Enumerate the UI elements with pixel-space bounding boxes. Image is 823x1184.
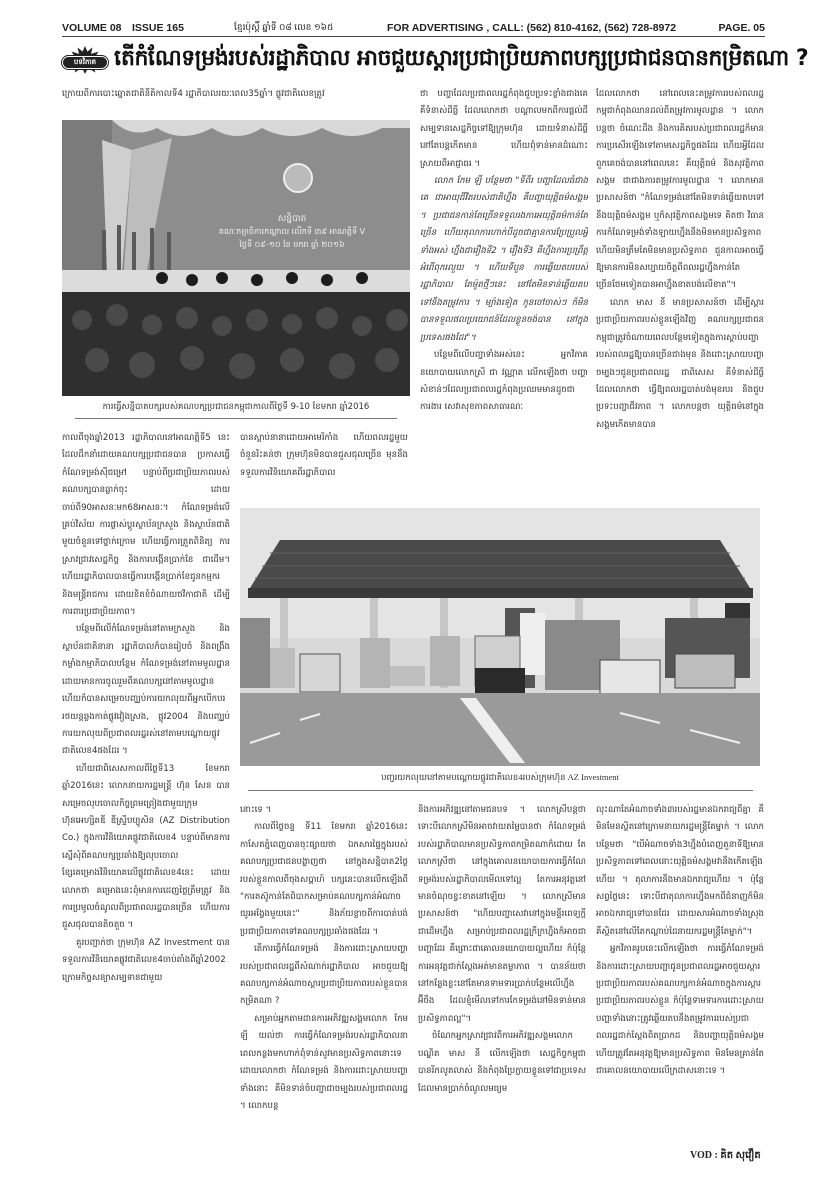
svg-text:គណៈកម្មាធិការកណ្តាល លើកទី ៣៩ អ: គណៈកម្មាធិការកណ្តាល លើកទី ៣៩ អាណត្តិទី V	[218, 227, 366, 236]
caption-divider	[75, 418, 397, 419]
article-column-2-bottom: នោះទេ ។ កាលពីថ្ងៃចន្ទ ទី11 ខែមករា ឆ្នាំ2016នេះ កាសែតភ្នំពេញបានចុះផ្សាយថា ឯកសារផ្ទៃក្នុងរបស់គណបក្សប្រជាជនបង្ហាញថា នៅក្នុងសន្និបាត2ថ្ងៃរបស់ខ្លួនកាលពីចុងសប្តាហ៍ បក្សនេះបានលើកឡើងពី "ការតស៊ូកាន់តែពិបាកសម្រាប់គណបក្សកាន់អំណាចយូរអង្វែងមួយនេះ" និងភ័យខ្លាចពីការបាត់បង់ប្រជាប្រិយភាពទៅគណបក្សប្រឆាំងផងដែរ ។ តើការធ្វើកំណែទម្រង់ និងការដោះស្រាយបញ្ហារបស់ប្រជាពលរដ្ឋពីសំណាក់រដ្ឋាភិបាល អាចជួយឱ្យគណបក្សកាន់អំណាចស្តារប្រជាប្រិយភាពរបស់ខ្លួនបានកម្រិតណា ? សម្រាប់អ្នកតាមដានការអភិវឌ្ឍសង្គមលោក កែម ឡី យល់ថា ការធ្វើកំណែទម្រង់របស់រដ្ឋាភិបាលនាពេលកន្លងមកហាក់ពុំទាន់សូវមានប្រសិទ្ធភាពនោះទេដោយលោកថា កំណែទម្រង់ និងការដោះស្រាយបញ្ហាទាំងនោះ គឺមិនទាន់ចំបញ្ហាជាចម្បងរបស់ប្រជាពលរដ្ឋ ។ លោកបន្ត	[240, 805, 408, 1111]
article-column-4-bottom: លុះណាតែអំណាចទាំង៣របស់រដ្ឋមានឯករាជ្យពីគ្នា គឺមិនមែនស្ថិតនៅក្រោមនាយករដ្ឋមន្ត្រីតែម្នាក់ ។ លោកបន្ថែមថា "បើអំណាចទាំង3ហ្នឹងបំពេញតួនាទីឱ្យមានប្រសិទ្ធភាពទៅពេលនោះយុត្តិធម៌សង្គមវានឹងកើតឡើងហើយ ។ តុលាការនឹងមានឯករាជ្យហើយ ។ ប៉ុន្តែសព្វថ្ងៃនេះ ទោះបីជាតុលាការហ្នឹងមកពីជំនាញក៏មិនអាចឯករាជ្យទៅបានដែរ ដោយសារអំណាចទាំងស្រុង គឺស្ថិតនៅលើតែកណ្តាប់ដៃនាយករដ្ឋមន្ត្រីតែម្នាក់"។ អ្នកវិភាគរូបនេះលើកឡើងថា ការធ្វើកំណែទម្រង់ និងការដោះស្រាយបញ្ហាជូនប្រជាពលរដ្ឋអាចជួយស្តារប្រជាប្រិយភាពរបស់គណបក្សកាន់អំណាចក្នុងការស្តារប្រជាប្រិយភាពរបស់ខ្លួន ក៏ប៉ុន្តែទាមទារការដោះស្រាយបញ្ហាទាំងនោះត្រូវឆ្លើយតបនឹងតម្រូវការរបស់ប្រជាពលរដ្ឋជាក់ស្តែងពិតប្រាកដ និងបញ្ហាយុត្តិធម៌សង្គម ហើយត្រូវតែអនុវត្តឱ្យមានប្រសិទ្ធភាព មិនមែនគ្រាន់តែជាគោលនយោបាយលើក្រដាសនោះទេ ។	[596, 805, 764, 1077]
party-congress-photo	[62, 120, 410, 396]
article-column-1: កាលពីចុងឆ្នាំ2013 រដ្ឋាភិបាលនៅអាណត្តិទី5 នេះ ដែលដឹកនាំដោយគណបក្សប្រជាជនបាន ប្រកាសធ្វើកំណែទម្រង់ស៊ីជម្រៅ បន្ទាប់ពីប្រជាប្រិយភាពរបស់គណបក្សបានធ្លាក់ចុះ ដោយចាប់ពី90អាសនៈមក68អាសនៈ។ កំណែទម្រង់លើគ្រប់វិស័យ ការផ្លាស់ប្តូរស្ថាប័នក្រសួង និងស្ថាប័នជាតិមួយចំនួនទៅថ្នាក់ក្រោម ហើយធ្វើការត្រួតពិនិត្យ ការស្រាវជ្រាវសេដ្ឋកិច្ច និងការបង្កើនប្រាក់ខែ ជាដើម។ ហើយរដ្ឋាភិបាលបានធ្វើការបង្កើនប្រាក់ខែជូនកម្មករ និងមន្ត្រីរាជការ ដោយខិតខំចំណាយថវិកាជាតិ ដើម្បីការពារប្រជាប្រិយភាព។ បន្ថែមពីលើកំណែទម្រង់នៅតាមក្រសួង និងស្ថាប័នជាតិនានា រដ្ឋាភិបាលក៏បានរៀបចំ និងពង្រឹងកម្លាំងកម្មាភិបាលបន្ថែម កំណែទម្រង់នៅតាមមូលដ្ឋាន ដោយមានការចូលរួមពីគណបក្សនៅតាមមូលដ្ឋាន ហើយក៏បានសម្រេចបញ្ឈប់ការយកលុយពីអ្នកបើកបររថយន្តឆ្លងកាត់ផ្លូវវៀងស្រង, ផ្លូវ2004 និងបញ្ឈប់ការយកលុយពីប្រជាពលរដ្ឋរស់នៅតាមបណ្តោយផ្លូវជាតិលេខ4ផងដែរ ។ ហើយជាពិសេសកាលពីថ្ងៃទី13 ខែមករា ឆ្នាំ2016នេះ លោកនាយករដ្ឋមន្ត្រី ហ៊ុន សែន បានសម្រេចលុបចោលកិច្ចព្រមព្រៀងជាមួយក្រុមហ៊ុនអេហ្សិតឌី ឌីស្ទ្រីបប្យូសិន (AZ Distribution Co.) ក្នុងការវិនិយោគផ្លូវជាតិលេខ4 បន្ទាប់ពីមានការស្នើសុំពីគណបក្សប្រឆាំងឱ្យលុបចោលខ្សែរគម្រោងវិនិយោគលើផ្លូវជាតិលេខ4នេះ ដោយលោកថា គម្រោងនេះពុំមានការដេញថ្លៃត្រឹមត្រូវ និងការប្រមូលចំណូលពីប្រជាពលរដ្ឋបានច្រើន ហើយការជួសជុលបានតិចតួច ។ គួរបញ្ជាក់ថា ក្រុមហ៊ុន AZ Investment បានទទួលការវិនិយោគផ្លូវជាតិលេខ4ចាប់តាំងពីឆ្នាំ2002 ក្រោមកិច្ចសន្យាសម្បទានជាមួយ	[62, 433, 230, 983]
analysis-badge-icon: បទវិភាគ	[62, 46, 108, 74]
article-lead: ក្រោយពីការបោះឆ្នោតជាតិនីតិកាលទី4 រដ្ឋាភិបាលរយៈពេល35ឆ្នាំ។ ផ្លូវជាតិលេខត្រូវ	[62, 89, 325, 99]
caption-divider-2	[248, 790, 753, 791]
svg-text:ថ្ងៃទី ០៩-១០ ខែ មករា ឆ្នាំ ២០១: ថ្ងៃទី ០៩-១០ ខែ មករា ឆ្នាំ ២០១៦	[239, 240, 345, 249]
issue-label: ISSUE 165	[132, 22, 184, 34]
headline	[62, 42, 809, 78]
author-byline: VOD : គិត សុវឿត	[690, 1150, 761, 1161]
toll-booth-photo	[240, 508, 760, 766]
meeting-photo-caption: ការធ្វើសន្និបាតបក្សរបស់គណបក្សប្រជាជនកម្ពុជាកាលពីថ្ងៃទី 9-10 ខែមករា ឆ្នាំ2016	[102, 402, 370, 412]
article-column-3-top: ដែលលោកថា នៅពេលនេះតម្រូវការរបស់ពលរដ្ឋកម្ពុជាកំពុងឈានដល់ពីតម្រូវការមូលដ្ឋាន ។ លោកបន្តថា ចំណេះដឹង និងការគិតរបស់ប្រជាពលរដ្ឋក៏មានការប្រសើរឡើងទៅតាមសេដ្ឋកិច្ចផងដែរ ហើយអ្វីដែលពួកគេចង់បាននៅពេលនេះ គឺយុត្តិធម៌ និងសុវត្ថិភាពសង្គម ជាជាងការតម្រូវការមូលដ្ឋាន ។ លោកមានប្រសាសន៍ថា "កំណែទម្រង់នៅតែមិនទាន់ឆ្លើយតបទៅនឹងយុត្តិធម៌សង្គម ឬក៏សុវត្ថិភាពសង្គមទេ គិតថា វិធានការកំណែទម្រង់ទាំងឡាយហ្នឹងនឹងមិនមានប្រសិទ្ធភាព ហើយមិនត្រឹមតែមិនមានប្រសិទ្ធភាព ជួនកាលអាចធ្វើឱ្យមានការមិនសប្បាយចិត្តពីពលរដ្ឋហ្នឹងកាន់តែច្រើនថែមទៀតបានអាហ្នឹងខាតបង់លើខាត"។ លោក មាស នី មានប្រសាសន៍ថា ដើម្បីស្តារប្រជាប្រិយភាពរបស់ខ្លួនឡើងវិញ គណបក្សប្រជាជនកម្ពុជាត្រូវចំណាយពេលបន្ថែមទៀតក្នុងការស្តាប់បញ្ហារបស់ពលរដ្ឋឱ្យបានច្រើនជាងមុន និងដោះស្រាយបញ្ហាចម្បងៗជូនប្រជាពលរដ្ឋ ជាពិសេស គឺទំនាស់ដីធ្លី ដែលលោកថា ធ្វើឱ្យពលរដ្ឋបាត់បង់មុខរបរ និងជួបប្រទះបញ្ហាជីវភាព ។ លោកបន្តថា យុត្តិធម៌នៅក្នុងសង្គមកើតមានបាន	[596, 89, 764, 430]
article-title: តើកំណែទម្រង់របស់រដ្ឋាភិបាល អាចជួយស្តារប្រជាប្រិយភាពបក្សប្រជាជនបានកម្រិតណា ?	[114, 46, 809, 71]
page-number: PAGE. 05	[718, 22, 765, 34]
volume-label: VOLUME 08	[62, 22, 122, 34]
toll-photo-caption: បញ្ជរយកលុយនៅតាមបណ្តោយផ្លូវជាតិលេខ4របស់ក្រុមហ៊ុន AZ Investment	[381, 772, 619, 782]
article-column-3-bottom: និងការអភិវឌ្ឍនៅតាមជនបទ ។ លោកស្រីបន្តថា ទោះបីលោកស្រីមិនអាចវាយតម្លៃបានថា កំណែទម្រង់របស់រដ្ឋាភិបាលមានប្រសិទ្ធភាពកម្រិតណាក៏ដោយ តែលោកស្រីថា នៅក្នុងគោលនយោបាយការធ្វើកំណែទម្រង់របស់រដ្ឋាភិបាលមើលទៅល្អ តែការអនុវត្តនៅមានចំណុចខ្វះខាតនៅឡើយ ។ លោកស្រីមានប្រសាសន៍ថា "ហើយបញ្ហាសេវានៅក្នុងមន្ទីរពេទ្យក្តីជាដើមហ្នឹង សម្រាប់ប្រជាពលរដ្ឋក្រីក្រហ្នឹងក៏អាចជាបញ្ហាដែរ គឺព្រោះជាគោលនយោបាយល្អហើយ ក៏ប៉ុន្តែការអនុវត្តជាក់ស្តែងអត់មានតម្លាភាព ។ បានន័យថា នៅកន្លែងខ្លះនៅតែមានទាមទារប្រាក់បន្ថែមលើហ្នឹងអ៊ីចឹង ដែលខ្ញុំមើលទៅការកែទម្រង់នៅមិនទាន់មានប្រសិទ្ធភាពល្អ"។ ចំណែកអ្នកស្រាវជ្រាវពីការអភិវឌ្ឍសង្គមលោកបណ្ឌិត មាស នី លើកឡើងថា សេដ្ឋកិច្ចកម្ពុជាបានរីកលូតលាស់ និងកំពុងប្រែក្លាយខ្លួនទៅជាប្រទេសដែលមានប្រាក់ចំណូលមធ្យម	[418, 805, 586, 1094]
article-column-1b: បានស្តាប់នានាដោយអាមេរិកាំង ហើយពលរដ្ឋមួយចំនួនរិះគន់ថា ក្រុមហ៊ុនមិនបានជួសជុលច្រើន មុននឹងទទួលការវិនិយោគពីរដ្ឋាភិបាល	[240, 433, 408, 478]
svg-text:សន្និបាត: សន្និបាត	[277, 214, 307, 224]
header-divider	[62, 36, 765, 37]
article-column-2-top: ថា បញ្ហាដែលប្រជាពលរដ្ឋកំពុងជួបប្រទះខ្លាំងជាងគេ គឺទំនាស់ដីធ្លី ដែលលោកថា បណ្តាលមកពីការផ្តល់ដីសម្បទានសេដ្ឋកិច្ចទៅឱ្យក្រុមហ៊ុន ដោយទំនាស់ដីធ្លីនៅតែបន្តកើតមាន ហើយពុំទាន់មានដំណោះស្រាយពីអាជ្ញាធរ ។ លោក កែម ឡី បន្ថែមថា "ទីពីរ បញ្ហាដែលធំជាងគេ ជាអាយុជីវិតរបស់ជាតិហ្នឹង គឺបញ្ហាយុត្តិធម៌សង្គម ។ ប្រជាជនកាន់តែច្រើនទទួលរងការអយុត្តិធម៌កាន់តែច្រើន ហើយតុលាការហាក់បីដូចជាគ្មានការប្រែប្រួលអ្វីទាំងអស់ ហ្នឹងជារឿងទី2 ។ រឿងទី3 គឺហ្នឹងការប្រព្រឹត្តអំពើពុករលួយ ។ ហើយទីបួន ការឆ្លើយតបរបស់រដ្ឋាភិបាល តែម៉ូតថ្មីៗនេះ នៅតែមិនទាន់ឆ្លើយតបទៅនឹងតម្រូវការ ។ ម្យ៉ាងទៀត កូនចៅចាស់ៗ ក៏មិនបានទទួលផលប្រយោជន៍ដែលខ្លួនចង់បាន នៅក្នុងប្រទេសផងដែរ"។ បន្ថែមពីលើបញ្ហាទាំងអស់នេះ អ្នកវិភាគនយោបាយលោកស្រី ជា វណ្ណាត លើកឡើងថា បញ្ហាសំខាន់ៗដែលប្រជាពលរដ្ឋកំពុងប្រឈមមានដូចជាការងារ សេវាសុខភាពសាធារណៈ	[420, 89, 588, 413]
toll-booth-illustration	[240, 508, 760, 766]
page-header	[62, 22, 765, 36]
khmer-date: ខែ្មរប៉ុស្តិ៍ ឆ្នាំទី ០៨ លេខ ១៦៥	[234, 22, 334, 32]
meeting-photo-illustration	[62, 120, 410, 396]
advertising-info: FOR ADVERTISING , CALL: (562) 810-4162, (562) 728-8972	[387, 22, 677, 34]
